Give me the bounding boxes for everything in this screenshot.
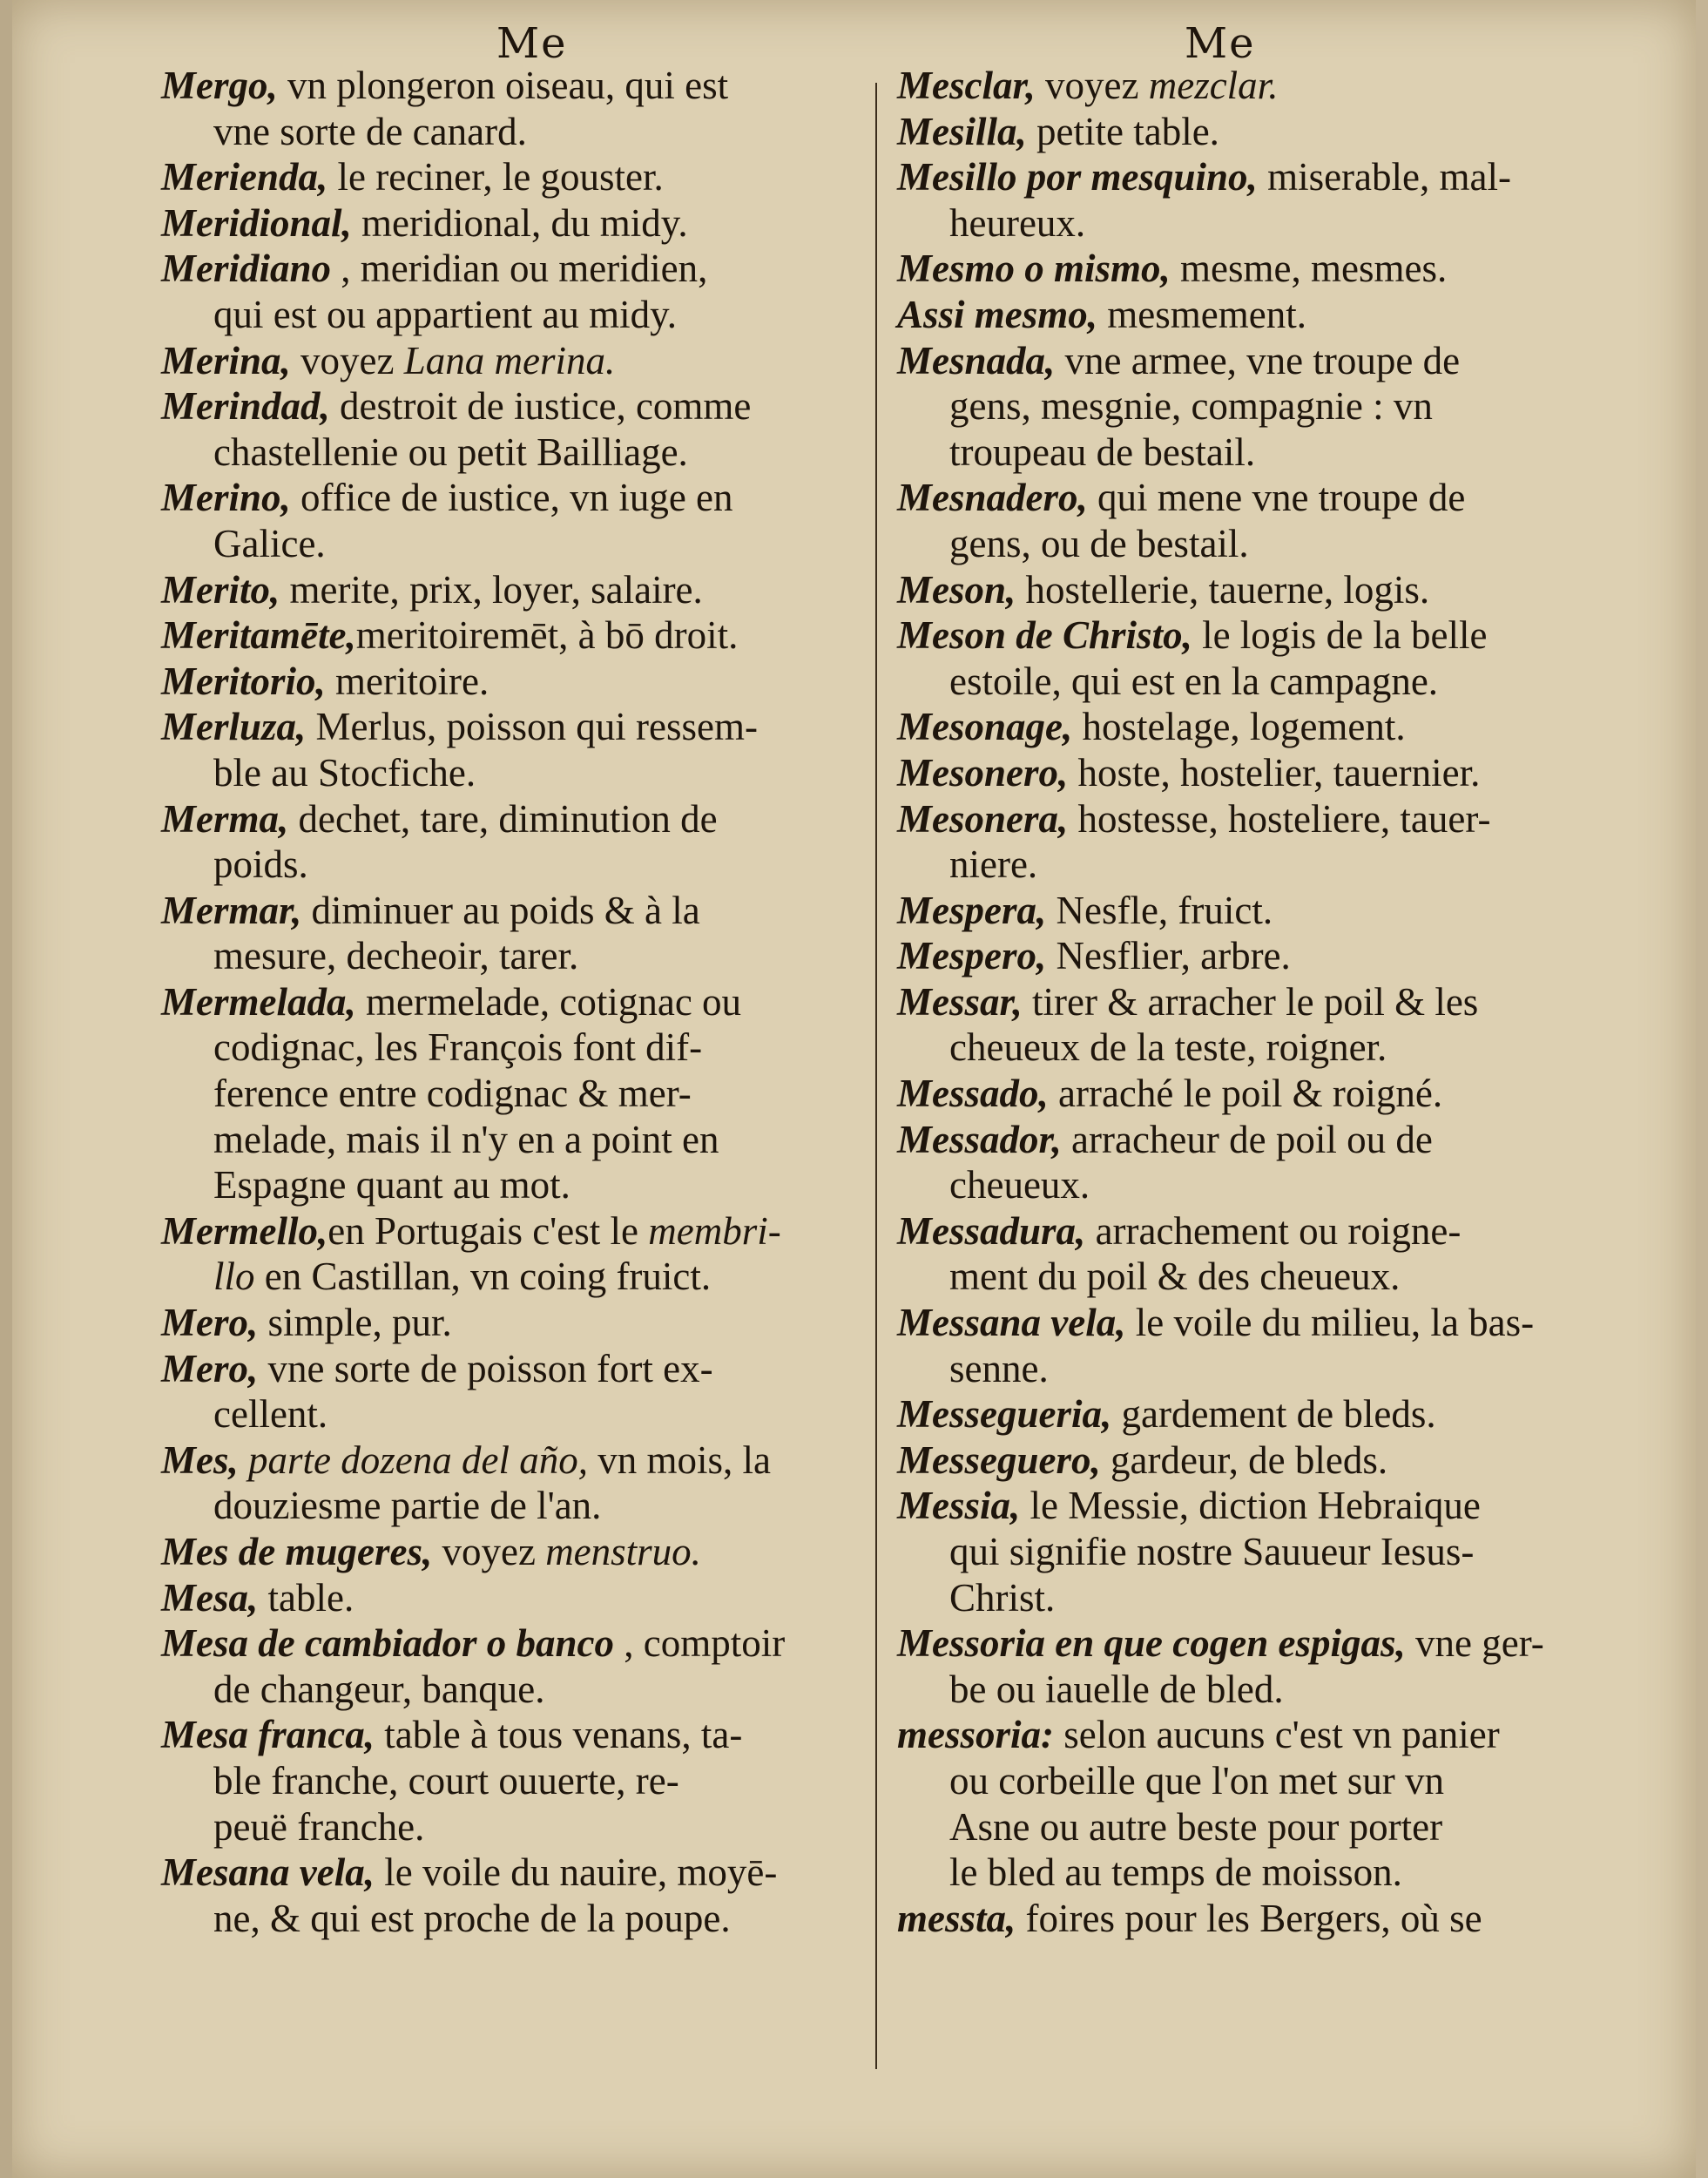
headword: Mermelada, — [161, 979, 356, 1024]
definition-text: vn mois, la — [587, 1437, 771, 1482]
entry-line — [897, 1712, 1544, 1758]
entry-continuation-line — [161, 933, 785, 979]
entry-line — [161, 659, 785, 705]
headword: Meritamēte, — [161, 613, 356, 658]
scan-margin-left — [0, 0, 12, 2178]
headword: Meson de Christo, — [897, 613, 1192, 658]
headword: Meridional, — [161, 200, 352, 245]
entry-line — [161, 383, 785, 430]
entry-line — [897, 1483, 1544, 1529]
entry-line — [161, 246, 785, 292]
definition-text: meritoiremēt, à bō droit. — [355, 613, 739, 658]
definition-text: ne, & qui est proche de la poupe. — [213, 1896, 731, 1940]
entry-line — [161, 63, 785, 109]
definition-text: voyez — [1035, 64, 1149, 107]
entry-line — [897, 1117, 1544, 1163]
headword: Mesmo o mismo, — [897, 247, 1171, 291]
entry-continuation-line — [161, 750, 785, 796]
entry-line — [897, 888, 1544, 934]
definition-text: Espagne quant au mot. — [213, 1163, 570, 1207]
definition-text: mesmement. — [1097, 292, 1306, 336]
entry-continuation-line — [161, 1391, 785, 1437]
entry-continuation-line — [161, 430, 785, 476]
definition-text: hoste, hostelier, tauernier. — [1068, 750, 1481, 795]
definition-text: destroit de iustice, comme — [329, 384, 752, 429]
italic-reference: parte dozena del año, — [238, 1437, 588, 1482]
entry-line — [161, 154, 785, 200]
headword: Messador, — [897, 1117, 1062, 1161]
entry-line — [161, 567, 785, 613]
entry-line — [161, 475, 785, 521]
entry-continuation-line — [161, 1254, 785, 1300]
definition-text: vne sorte de canard. — [213, 109, 527, 153]
headword: Mespero, — [897, 934, 1047, 978]
italic-reference: menstruo. — [545, 1530, 701, 1573]
definition-text: vne armee, vne troupe de — [1055, 338, 1461, 382]
entry-continuation-line — [161, 1896, 785, 1942]
headword: Mergo, — [161, 64, 278, 107]
entry-continuation-line — [897, 430, 1544, 476]
headword: Mesa, — [161, 1575, 259, 1620]
entry-line — [161, 1575, 785, 1621]
entry-continuation-line — [897, 1162, 1544, 1208]
definition-text: en Castillan, vn coing fruict. — [254, 1255, 712, 1299]
headword: messoria: — [897, 1713, 1054, 1757]
entry-line — [161, 1712, 785, 1758]
entry-line — [161, 1850, 785, 1896]
definition-text: en Portugais c'est le — [327, 1208, 649, 1253]
entry-line — [897, 292, 1544, 338]
headword: Mermello, — [161, 1208, 328, 1253]
running-head-right: Me — [1185, 19, 1256, 68]
entry-continuation-line — [897, 1850, 1544, 1896]
headword: Messar, — [897, 979, 1023, 1024]
headword: Mermar, — [161, 888, 302, 932]
entry-line — [897, 933, 1544, 979]
entry-continuation-line — [897, 1758, 1544, 1804]
headword: Messia, — [897, 1484, 1021, 1528]
entry-continuation-line — [161, 1162, 785, 1208]
definition-text: merite, prix, loyer, salaire. — [280, 567, 703, 612]
definition-text: be ou iauelle de bled. — [949, 1667, 1284, 1711]
definition-text: dechet, tare, diminution de — [288, 796, 718, 841]
headword: Merino, — [161, 476, 291, 520]
headword: Mesilla, — [897, 109, 1027, 153]
headword: Mesillo por mesquino, — [897, 155, 1258, 200]
definition-text: douziesme partie de l'an. — [213, 1484, 602, 1528]
headword: Assi mesmo, — [897, 292, 1098, 336]
definition-text: gardement de bleds. — [1111, 1392, 1436, 1437]
definition-text: vn plongeron oiseau, qui est — [277, 64, 729, 107]
headword: Messeguero, — [897, 1437, 1101, 1482]
entry-continuation-line — [161, 1483, 785, 1529]
definition-text: Nesfle, fruict. — [1046, 888, 1273, 932]
definition-text: vne ger- — [1405, 1621, 1544, 1666]
definition-text: gens, ou de bestail. — [949, 521, 1249, 565]
entry-line — [897, 567, 1544, 613]
entry-line — [161, 612, 785, 659]
definition-text: niere. — [949, 842, 1038, 887]
entry-line — [897, 612, 1544, 659]
entry-line — [161, 1346, 785, 1392]
definition-text: foires pour les Bergers, où se — [1016, 1896, 1482, 1940]
headword: Merienda, — [161, 155, 328, 200]
entry-continuation-line — [161, 521, 785, 567]
entry-line — [897, 750, 1544, 796]
definition-text: qui signifie nostre Sauueur Iesus- — [949, 1530, 1475, 1573]
italic-reference: llo — [213, 1255, 255, 1299]
entry-continuation-line — [161, 292, 785, 338]
entry-line — [161, 1208, 785, 1255]
headword: Meson, — [897, 567, 1016, 612]
definition-text: meridional, du midy. — [351, 200, 688, 245]
definition-text: hostelage, logement. — [1072, 705, 1406, 749]
definition-text: gens, mesgnie, compagnie : vn — [949, 384, 1433, 429]
headword: Mes, — [161, 1437, 239, 1482]
definition-text: arraché le poil & roigné. — [1048, 1072, 1443, 1116]
definition-text: arracheur de poil ou de — [1061, 1117, 1433, 1161]
entry-continuation-line — [897, 383, 1544, 430]
headword: Mesonera, — [897, 796, 1069, 841]
entry-continuation-line — [897, 1346, 1544, 1392]
definition-text: diminuer au poids & à la — [301, 888, 700, 932]
entry-line — [897, 1391, 1544, 1437]
entry-continuation-line — [897, 1575, 1544, 1621]
scan-margin-right — [1696, 0, 1708, 2178]
headword: Mesana vela, — [161, 1850, 375, 1895]
column-divider — [875, 83, 877, 2069]
headword: Mesnada, — [897, 338, 1056, 382]
definition-text: Merlus, poisson qui ressem- — [306, 705, 759, 749]
entry-line — [161, 200, 785, 247]
definition-text: ment du poil & des cheueux. — [949, 1255, 1401, 1299]
entry-line — [897, 796, 1544, 842]
headword: messta, — [897, 1896, 1016, 1940]
italic-reference: membri- — [648, 1208, 781, 1253]
headword: Meritorio, — [161, 659, 326, 703]
definition-text: meritoire. — [325, 659, 489, 703]
definition-text: miserable, mal- — [1257, 155, 1511, 200]
entry-continuation-line — [161, 1758, 785, 1804]
definition-text: cheueux de la teste, roigner. — [949, 1025, 1387, 1070]
entry-line — [897, 1208, 1544, 1255]
entry-line — [161, 979, 785, 1025]
definition-text: ble franche, court ouuerte, re- — [213, 1758, 679, 1803]
definition-text: senne. — [949, 1346, 1049, 1390]
headword: Merito, — [161, 567, 280, 612]
definition-text: table à tous venans, ta- — [375, 1713, 743, 1757]
definition-text: Christ. — [949, 1575, 1056, 1620]
entry-line — [161, 1529, 785, 1575]
definition-text: qui mene vne troupe de — [1087, 476, 1466, 520]
definition-text: mermelade, cotignac ou — [355, 979, 742, 1024]
definition-text: table. — [258, 1575, 354, 1620]
definition-text: petite table. — [1026, 109, 1219, 153]
definition-text: hostesse, hosteliere, tauer- — [1068, 796, 1491, 841]
definition-text: voyez — [432, 1530, 546, 1573]
definition-text: heureux. — [949, 200, 1086, 245]
definition-text: simple, pur. — [258, 1301, 452, 1345]
headword: Messegueria, — [897, 1392, 1112, 1437]
headword: Messana vela, — [897, 1301, 1126, 1345]
entry-line — [897, 1620, 1544, 1667]
entry-line — [897, 246, 1544, 292]
entry-line — [897, 338, 1544, 384]
entry-continuation-line — [897, 1804, 1544, 1850]
definition-text: poids. — [213, 842, 308, 887]
definition-text: mesme, mesmes. — [1170, 247, 1448, 291]
definition-text: hostellerie, tauerne, logis. — [1016, 567, 1430, 612]
definition-text: arrachement ou roigne- — [1085, 1208, 1462, 1253]
definition-text: le bled au temps de moisson. — [949, 1850, 1402, 1895]
entry-continuation-line — [897, 659, 1544, 705]
entry-continuation-line — [161, 1804, 785, 1850]
definition-text: le logis de la belle — [1192, 613, 1488, 658]
entry-continuation-line — [897, 1025, 1544, 1071]
definition-text: cellent. — [213, 1392, 328, 1437]
dictionary-column-right — [897, 63, 1544, 1941]
entry-continuation-line — [897, 521, 1544, 567]
definition-text: de changeur, banque. — [213, 1667, 545, 1711]
headword: Messoria en que cogen espigas, — [897, 1621, 1406, 1666]
entry-line — [897, 1437, 1544, 1484]
entry-line — [897, 109, 1544, 155]
entry-line — [161, 796, 785, 842]
entry-continuation-line — [161, 842, 785, 888]
definition-text: ble au Stocfiche. — [213, 750, 476, 795]
definition-text: tirer & arracher le poil & les — [1022, 979, 1479, 1024]
headword: Messado, — [897, 1072, 1049, 1116]
definition-text: troupeau de bestail. — [949, 430, 1256, 474]
headword: Mes de mugeres, — [161, 1530, 433, 1573]
entry-line — [161, 1300, 785, 1346]
headword: Meridiano — [161, 247, 332, 291]
definition-text: melade, mais il n'y en a point en — [213, 1117, 719, 1161]
entry-line — [897, 704, 1544, 750]
headword: Mesa franca, — [161, 1713, 375, 1757]
dictionary-column-left — [161, 63, 785, 1941]
headword: Mesonage, — [897, 705, 1073, 749]
headword: Mesclar, — [897, 64, 1036, 107]
headword: Mesonero, — [897, 750, 1069, 795]
headword: Merluza, — [161, 705, 307, 749]
entry-line — [161, 704, 785, 750]
entry-line — [897, 1896, 1544, 1942]
entry-line — [161, 1437, 785, 1484]
definition-text: le voile du milieu, la bas- — [1125, 1301, 1535, 1345]
italic-reference: Lana merina. — [403, 338, 616, 382]
definition-text: le voile du nauire, moyē- — [374, 1850, 778, 1895]
entry-continuation-line — [161, 1667, 785, 1713]
definition-text: mesure, decheoir, tarer. — [213, 934, 579, 978]
definition-text: voyez — [290, 338, 404, 382]
headword: Merina, — [161, 338, 291, 382]
entry-continuation-line — [161, 1117, 785, 1163]
entry-line — [161, 338, 785, 384]
entry-line — [897, 154, 1544, 200]
definition-text: Asne ou autre beste pour porter — [949, 1804, 1443, 1849]
entry-continuation-line — [161, 1071, 785, 1117]
entry-continuation-line — [161, 1025, 785, 1071]
definition-text: codignac, les François font dif- — [213, 1025, 703, 1070]
entry-continuation-line — [897, 842, 1544, 888]
entry-line — [897, 979, 1544, 1025]
entry-continuation-line — [161, 109, 785, 155]
headword: Merma, — [161, 796, 289, 841]
headword: Merindad, — [161, 384, 330, 429]
headword: Messadura, — [897, 1208, 1086, 1253]
entry-continuation-line — [897, 1254, 1544, 1300]
definition-text: Galice. — [213, 521, 326, 565]
entry-continuation-line — [897, 1529, 1544, 1575]
definition-text: qui est ou appartient au midy. — [213, 292, 677, 336]
definition-text: cheueux. — [949, 1163, 1090, 1207]
entry-line — [897, 1071, 1544, 1117]
definition-text: selon aucuns c'est vn panier — [1054, 1713, 1500, 1757]
definition-text: Nesflier, arbre. — [1046, 934, 1291, 978]
entry-line — [161, 888, 785, 934]
definition-text: le Messie, diction Hebraique — [1020, 1484, 1481, 1528]
entry-line — [897, 63, 1544, 109]
definition-text: chastellenie ou petit Bailliage. — [213, 430, 688, 474]
headword: Mero, — [161, 1346, 259, 1390]
entry-line — [897, 475, 1544, 521]
entry-continuation-line — [897, 200, 1544, 247]
headword: Mesnadero, — [897, 476, 1088, 520]
entry-line — [897, 1300, 1544, 1346]
definition-text: ou corbeille que l'on met sur vn — [949, 1758, 1444, 1803]
definition-text: vne sorte de poisson fort ex- — [258, 1346, 713, 1390]
entry-continuation-line — [897, 1667, 1544, 1713]
definition-text: gardeur, de bleds. — [1100, 1437, 1388, 1482]
definition-text: le reciner, le gouster. — [327, 155, 664, 200]
headword: Mero, — [161, 1301, 259, 1345]
entry-line — [161, 1620, 785, 1667]
definition-text: , meridian ou meridien, — [331, 247, 708, 291]
definition-text: , comptoir — [613, 1621, 786, 1666]
definition-text: peuë franche. — [213, 1804, 425, 1849]
running-head-left: Me — [496, 19, 568, 68]
italic-reference: mezclar. — [1148, 64, 1279, 107]
headword: Mesa de cambiador o banco — [161, 1621, 614, 1666]
headword: Mespera, — [897, 888, 1047, 932]
definition-text: estoile, qui est en la campagne. — [949, 659, 1439, 703]
definition-text: office de iustice, vn iuge en — [290, 476, 733, 520]
definition-text: ference entre codignac & mer- — [213, 1072, 692, 1116]
